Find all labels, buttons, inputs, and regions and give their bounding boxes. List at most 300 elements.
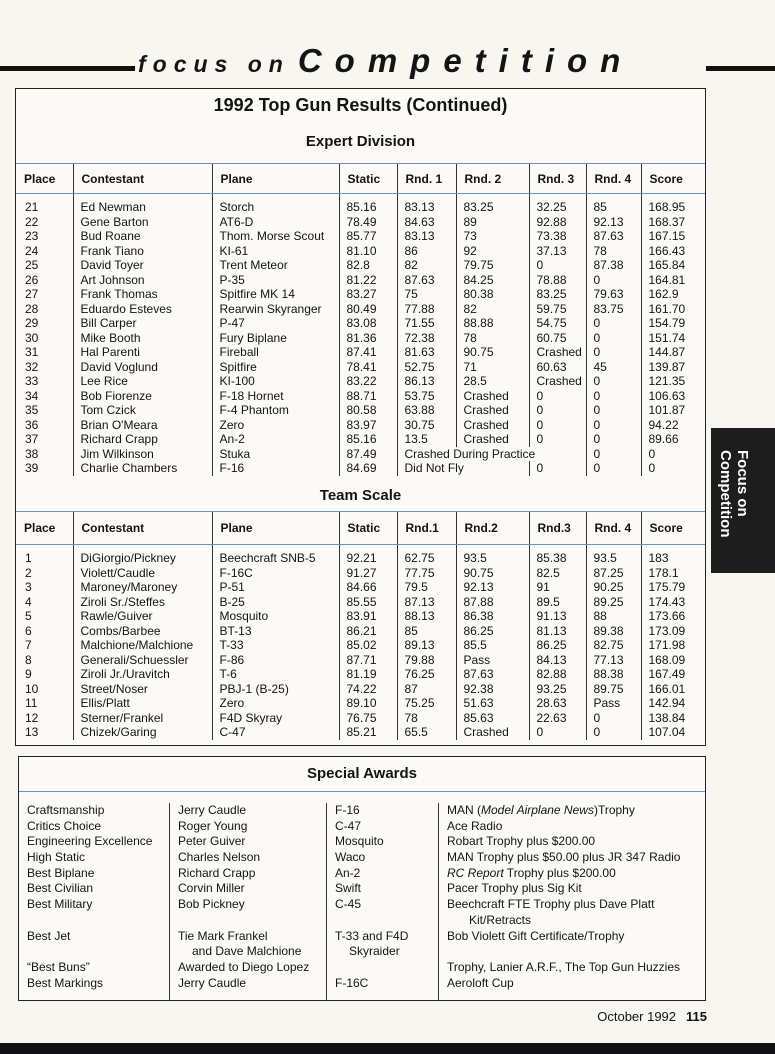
award-prize	[447, 834, 705, 850]
table-cell: Brian O'Meara	[73, 418, 212, 433]
table-cell: 76.25	[397, 667, 456, 682]
table-cell: David Voglund	[73, 360, 212, 375]
table-cell: 35	[25, 403, 39, 417]
table-cell: Chizek/Garing	[73, 725, 212, 740]
award-line: C-45	[335, 897, 362, 912]
table-cell: 89.13	[397, 638, 456, 653]
table-cell: 83.25	[456, 200, 529, 215]
table-cell: 90.25	[586, 580, 641, 595]
table-row	[16, 696, 705, 711]
prize-text: Beechcraft FTE Trophy plus Dave Platt	[447, 897, 655, 912]
table-cell: 90.75	[456, 566, 529, 581]
table-cell: 32.25	[529, 200, 586, 215]
table-cell: 88.13	[397, 609, 456, 624]
table-cell: 83.13	[397, 229, 456, 244]
award-line: “Best Buns”	[27, 959, 90, 974]
table-cell: 92	[456, 244, 529, 259]
table-cell: 27	[25, 287, 39, 301]
table-cell: 81.13	[529, 624, 586, 639]
table-cell: 7	[25, 638, 32, 652]
table-cell: Rearwin Skyranger	[212, 302, 339, 317]
table-cell: 37.13	[529, 244, 586, 259]
table-cell: 151.74	[641, 331, 705, 346]
table-cell: 78	[586, 244, 641, 259]
table-cell: 85.16	[339, 200, 397, 215]
table-cell: 60.75	[529, 331, 586, 346]
table-cell: 85.21	[339, 725, 397, 740]
table-cell: 0	[529, 461, 586, 476]
table-cell: Tom Czick	[73, 403, 212, 418]
table-cell: 106.63	[641, 389, 705, 404]
table-cell: F-16	[212, 461, 339, 476]
award-line: Jerry Caudle	[178, 803, 247, 817]
award-line: F-16C	[335, 975, 369, 990]
table-cell: 92.13	[586, 215, 641, 230]
column-header: Rnd.2	[456, 512, 529, 545]
table-cell: Crashed	[529, 374, 586, 389]
table-row	[16, 461, 705, 476]
table-cell: 86	[397, 244, 456, 259]
table-cell: 142.94	[641, 696, 705, 711]
table-cell: 91.27	[339, 566, 397, 581]
table-cell: 89.66	[641, 432, 705, 447]
table-cell: 33	[25, 374, 39, 388]
column-header: Rnd. 4	[586, 164, 641, 194]
prize-text: Trophy plus $200.00	[503, 865, 616, 880]
table-cell: 87.38	[586, 258, 641, 273]
table-row	[16, 229, 705, 244]
column-header: Rnd.1	[397, 512, 456, 545]
column-header: Rnd. 4	[586, 512, 641, 545]
table-cell: David Toyer	[73, 258, 212, 273]
table-cell: BT-13	[212, 624, 339, 639]
table-cell: 6	[25, 623, 32, 638]
table-cell: 0	[529, 403, 586, 418]
table-cell: 87.63	[456, 667, 529, 682]
table-cell: Ed Newman	[73, 200, 212, 215]
table-cell: 32	[25, 359, 39, 374]
table-cell: 173.66	[641, 609, 705, 624]
table-row	[16, 653, 705, 668]
table-cell: 13	[25, 725, 39, 739]
header-row	[16, 164, 705, 194]
table-cell: Crashed During Practice	[397, 447, 586, 462]
award-line: Peter Guiver	[178, 834, 246, 849]
table-cell: 0	[586, 711, 641, 726]
table-cell: Combs/Barbee	[73, 624, 212, 639]
award-prize	[447, 850, 705, 866]
table-cell: Fireball	[212, 345, 339, 360]
award-prize	[447, 976, 705, 992]
table-cell: 0	[641, 461, 705, 476]
table-row	[16, 725, 705, 740]
table-row	[16, 215, 705, 230]
award-line	[178, 913, 326, 929]
table-cell: 28	[25, 301, 39, 316]
bottom-scan-edge	[0, 1043, 775, 1054]
table-row	[16, 244, 705, 259]
table-cell: AT6-D	[212, 215, 339, 230]
table-cell: 92.88	[529, 215, 586, 230]
award-line: and Dave Malchione	[192, 944, 302, 959]
table-cell: 77.13	[586, 653, 641, 668]
table-cell: 81.10	[339, 244, 397, 259]
table-cell: 71.55	[397, 316, 456, 331]
table-cell: Bill Carper	[73, 316, 212, 331]
awards-divider	[19, 791, 705, 792]
table-cell: 88.71	[339, 389, 397, 404]
table-cell: 4	[25, 594, 32, 609]
table-row	[16, 595, 705, 610]
table-cell: Charlie Chambers	[73, 461, 212, 476]
table-cell: Mike Booth	[73, 331, 212, 346]
prize-text: )Trophy	[593, 803, 635, 817]
table-cell: 78	[456, 331, 529, 346]
table-cell: Crashed	[456, 432, 529, 447]
award-prize	[447, 960, 705, 976]
award-line: Corvin Miller	[178, 881, 245, 896]
table-cell: Crashed	[456, 403, 529, 418]
table-cell: Crashed	[456, 418, 529, 433]
table-cell: Bob Fiorenze	[73, 389, 212, 404]
table-cell: 87.88	[456, 595, 529, 610]
table-cell: 79.5	[397, 580, 456, 595]
table-cell: 178.1	[641, 566, 705, 581]
table-cell: 62.75	[397, 551, 456, 566]
award-prize	[447, 913, 705, 929]
table-row	[16, 580, 705, 595]
table-cell: 23	[25, 229, 39, 243]
table-cell: 59.75	[529, 302, 586, 317]
award-prize	[447, 819, 705, 835]
table-cell: Sterner/Frankel	[73, 711, 212, 726]
table-cell: 175.79	[641, 580, 705, 595]
table-cell: 29	[25, 316, 39, 330]
table-cell: Zero	[212, 696, 339, 711]
table-cell: Storch	[212, 200, 339, 215]
prize-text: Pacer Trophy plus Sig Kit	[447, 881, 582, 896]
table-cell: 82.5	[529, 566, 586, 581]
table-cell: Jim Wilkinson	[73, 447, 212, 462]
table-cell: Stuka	[212, 447, 339, 462]
table-cell: Fury Biplane	[212, 331, 339, 346]
table-cell: Ziroli Jr./Uravitch	[73, 667, 212, 682]
prize-text: Ace Radio	[447, 818, 503, 833]
expert-heading: Expert Division	[305, 133, 416, 150]
award-prize	[447, 866, 705, 882]
table-cell: 81.19	[339, 667, 397, 682]
table-cell: 85.63	[456, 711, 529, 726]
table-cell: 83.75	[586, 302, 641, 317]
table-cell: 30.75	[397, 418, 456, 433]
award-line: Awarded to Diego Lopez	[178, 959, 310, 974]
table-cell: 2	[25, 565, 32, 580]
table-cell: 87.13	[397, 595, 456, 610]
column-header: Rnd. 3	[529, 164, 586, 194]
award-line: Tie Mark Frankel	[178, 928, 268, 943]
table-cell: 89.5	[529, 595, 586, 610]
masthead-rule-left	[0, 66, 135, 71]
table-cell: 0	[586, 331, 641, 346]
table-cell: 85.16	[339, 432, 397, 447]
table-cell: 85.55	[339, 595, 397, 610]
award-line	[27, 944, 169, 960]
header-row	[16, 512, 705, 545]
masthead-small: focus on	[138, 51, 290, 77]
table-row	[16, 331, 705, 346]
table-cell: 83.22	[339, 374, 397, 389]
table-cell: 63.88	[397, 403, 456, 418]
prize-text: Robart Trophy plus $200.00	[447, 834, 596, 849]
table-cell: 89	[456, 215, 529, 230]
table-cell: T-6	[212, 667, 339, 682]
table-cell: 85.5	[456, 638, 529, 653]
table-row	[16, 566, 705, 581]
award-prize	[447, 881, 705, 897]
award-line: Jerry Caudle	[178, 975, 247, 990]
table-row	[16, 273, 705, 288]
table-cell: 72.38	[397, 331, 456, 346]
table-cell: Ziroli Sr./Steffes	[73, 595, 212, 610]
table-cell: Bud Roane	[73, 229, 212, 244]
table-cell: 0	[529, 258, 586, 273]
table-cell: Frank Thomas	[73, 287, 212, 302]
table-cell: Crashed	[529, 345, 586, 360]
table-cell: 11	[25, 696, 38, 710]
table-cell: C-47	[212, 725, 339, 740]
table-cell: F-4 Phantom	[212, 403, 339, 418]
table-cell: 92.13	[456, 580, 529, 595]
award-line: Charles Nelson	[178, 850, 261, 865]
table-cell: 77.88	[397, 302, 456, 317]
table-cell: Richard Crapp	[73, 432, 212, 447]
table-cell: 168.09	[641, 653, 705, 668]
table-cell: 174.43	[641, 595, 705, 610]
table-cell: 89.25	[586, 595, 641, 610]
table-row	[16, 345, 705, 360]
table-cell: 154.79	[641, 316, 705, 331]
special-awards-box	[18, 756, 706, 1001]
table-cell: 82	[397, 258, 456, 273]
award-line: T-33 and F4D	[335, 928, 409, 943]
table-cell: 85.38	[529, 551, 586, 566]
table-cell: 22	[25, 214, 39, 229]
table-row	[16, 682, 705, 697]
award-line: Best Civilian	[27, 881, 94, 896]
award-line: Best Biplane	[27, 865, 95, 880]
table-cell: 65.5	[397, 725, 456, 740]
table-cell: 37	[25, 432, 39, 446]
table-cell: Thom. Morse Scout	[212, 229, 339, 244]
table-cell: 0	[586, 389, 641, 404]
table-cell: Beechcraft SNB-5	[212, 551, 339, 566]
award-line	[27, 913, 169, 929]
table-cell: 82	[456, 302, 529, 317]
table-cell: Did Not Fly	[397, 461, 529, 476]
table-cell: 0	[641, 447, 705, 462]
column-header: Rnd. 1	[397, 164, 456, 194]
table-cell: 85	[397, 624, 456, 639]
table-cell: 52.75	[397, 360, 456, 375]
table-cell: 88.38	[586, 667, 641, 682]
table-cell: 0	[586, 345, 641, 360]
award-prize	[447, 897, 705, 913]
table-cell: 24	[25, 243, 39, 258]
table-cell: Rawle/Guiver	[73, 609, 212, 624]
table-cell: 87.63	[586, 229, 641, 244]
table-row	[16, 624, 705, 639]
table-row	[16, 258, 705, 273]
table-cell: 0	[586, 447, 641, 462]
table-cell: 84.69	[339, 461, 397, 476]
table-cell: 93.5	[456, 551, 529, 566]
award-line: Mosquito	[335, 834, 384, 849]
table-cell: Spitfire MK 14	[212, 287, 339, 302]
table-cell: 80.58	[339, 403, 397, 418]
table-cell: 86.25	[529, 638, 586, 653]
column-header: Score	[641, 164, 705, 194]
table-cell: 0	[586, 374, 641, 389]
table-row	[16, 287, 705, 302]
table-cell: 73	[456, 229, 529, 244]
expert-results-table	[16, 163, 705, 476]
table-cell: 89.38	[586, 624, 641, 639]
table-cell: 87.63	[397, 273, 456, 288]
table-cell: Pass	[586, 696, 641, 711]
table-row	[16, 374, 705, 389]
table-cell: 80.49	[339, 302, 397, 317]
table-row	[16, 389, 705, 404]
table-cell: 76.75	[339, 711, 397, 726]
table-cell: 139.87	[641, 360, 705, 375]
table-cell: Lee Rice	[73, 374, 212, 389]
table-cell: 8	[25, 652, 32, 667]
column-header: Contestant	[73, 164, 212, 194]
table-row	[16, 360, 705, 375]
side-tab-label: Focus on Competition	[717, 450, 751, 538]
results-box	[15, 88, 706, 746]
column-header: Place	[16, 512, 73, 545]
table-cell: 22.63	[529, 711, 586, 726]
column-header: Plane	[212, 164, 339, 194]
table-cell: Mosquito	[212, 609, 339, 624]
table-cell: F-16C	[212, 566, 339, 581]
table-cell: 78.49	[339, 215, 397, 230]
table-cell: 173.09	[641, 624, 705, 639]
award-line: Roger Young	[178, 818, 248, 833]
table-cell: 107.04	[641, 725, 705, 740]
table-row	[16, 667, 705, 682]
award-line: Richard Crapp	[178, 865, 256, 880]
table-row	[16, 316, 705, 331]
table-cell: F4D Skyray	[212, 711, 339, 726]
table-cell: 89.75	[586, 682, 641, 697]
table-cell: Street/Noser	[73, 682, 212, 697]
table-row	[16, 403, 705, 418]
table-cell: 54.75	[529, 316, 586, 331]
table-cell: 91	[529, 580, 586, 595]
table-cell: 38	[25, 446, 39, 461]
prize-text: Trophy, Lanier A.R.F., The Top Gun Huzzies	[447, 959, 681, 974]
table-cell: Gene Barton	[73, 215, 212, 230]
table-cell: 84.13	[529, 653, 586, 668]
table-cell: 87.71	[339, 653, 397, 668]
table-cell: 164.81	[641, 273, 705, 288]
table-row	[16, 302, 705, 317]
table-cell: 53.75	[397, 389, 456, 404]
issue-date: October 1992	[597, 1009, 677, 1024]
table-cell: 3	[25, 580, 32, 594]
table-row	[16, 711, 705, 726]
table-cell: Violett/Caudle	[73, 566, 212, 581]
table-cell: 81.22	[339, 273, 397, 288]
table-cell: 93.25	[529, 682, 586, 697]
table-cell: 84.66	[339, 580, 397, 595]
masthead-rule-right	[706, 66, 775, 71]
table-cell: Pass	[456, 653, 529, 668]
table-cell: 1	[25, 551, 32, 565]
award-winners	[169, 803, 326, 1000]
table-cell: 92.21	[339, 551, 397, 566]
table-cell: 86.13	[397, 374, 456, 389]
awards-heading: Special Awards	[306, 765, 418, 782]
table-cell: 101.87	[641, 403, 705, 418]
table-cell: 82.8	[339, 258, 397, 273]
prize-text: Model Airplane News	[481, 803, 594, 817]
award-line: Critics Choice	[27, 818, 102, 833]
table-cell: 81.63	[397, 345, 456, 360]
table-cell: 87.41	[339, 345, 397, 360]
table-cell: 80.38	[456, 287, 529, 302]
table-cell: 87	[397, 682, 456, 697]
table-cell: Crashed	[456, 389, 529, 404]
table-cell: 75.25	[397, 696, 456, 711]
prize-text: MAN Trophy plus $50.00 plus JR 347 Radio	[447, 850, 681, 865]
table-cell: 5	[25, 609, 32, 623]
table-row	[16, 638, 705, 653]
table-row	[16, 609, 705, 624]
section-side-tab	[711, 428, 775, 573]
table-cell: Crashed	[456, 725, 529, 740]
team-heading: Team Scale	[319, 487, 402, 504]
prize-text: Aeroloft Cup	[447, 975, 514, 990]
table-cell: 88.88	[456, 316, 529, 331]
table-cell: 78.88	[529, 273, 586, 288]
table-cell: Hal Parenti	[73, 345, 212, 360]
table-cell: 168.37	[641, 215, 705, 230]
table-cell: 0	[586, 273, 641, 288]
column-header: Rnd. 2	[456, 164, 529, 194]
table-cell: 28.5	[456, 374, 529, 389]
award-line: Skyraider	[349, 944, 400, 959]
table-cell: 36	[25, 417, 39, 432]
table-cell: Ellis/Platt	[73, 696, 212, 711]
table-cell: KI-61	[212, 244, 339, 259]
award-prize	[447, 944, 705, 960]
table-cell: 83.27	[339, 287, 397, 302]
award-line: An-2	[335, 865, 361, 880]
award-line: Engineering Excellence	[27, 834, 153, 849]
table-cell: Eduardo Esteves	[73, 302, 212, 317]
table-cell: 34	[25, 388, 39, 403]
table-cell: KI-100	[212, 374, 339, 389]
table-cell: 81.36	[339, 331, 397, 346]
prize-text: Kit/Retracts	[469, 912, 532, 927]
table-cell: 92.38	[456, 682, 529, 697]
table-cell: 84.63	[397, 215, 456, 230]
table-cell: P-51	[212, 580, 339, 595]
table-cell: 167.49	[641, 667, 705, 682]
